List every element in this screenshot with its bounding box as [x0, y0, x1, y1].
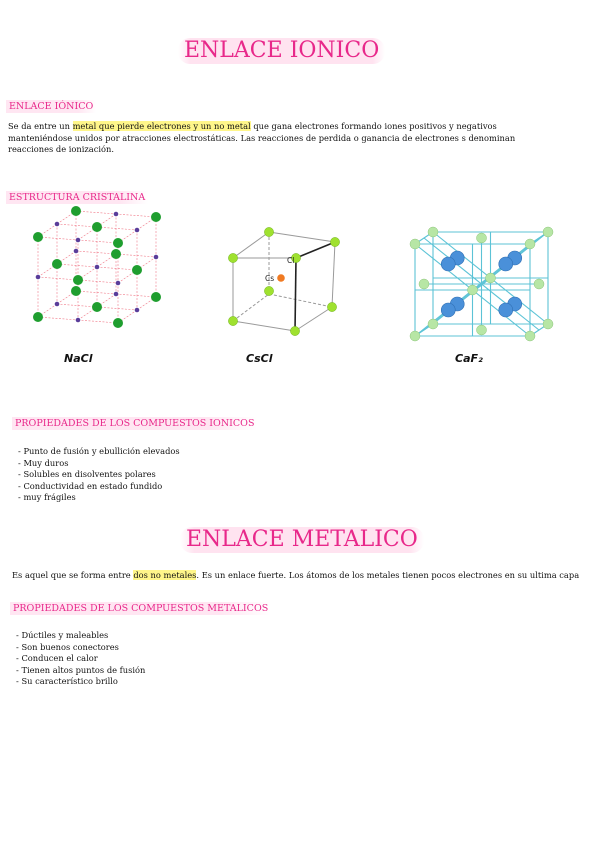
metallic-properties-list — [16, 630, 145, 688]
nacl-lattice-diagram — [30, 215, 155, 335]
cl-ion — [290, 326, 299, 335]
na-ion — [111, 249, 121, 259]
f-ion — [477, 233, 487, 243]
cl-ion — [114, 292, 119, 297]
ionic-paragraph-line-3: reacciones de ionización. — [8, 144, 115, 155]
cl-ion — [116, 281, 121, 286]
cl-ion — [264, 286, 273, 295]
cl-ion — [135, 308, 140, 313]
cl-ion — [154, 255, 159, 260]
f-ion — [543, 319, 553, 329]
f-ion — [534, 279, 544, 289]
section-heading-metallic-properties: PROPIEDADES DE LOS COMPUESTOS METALICOS — [10, 602, 271, 615]
na-ion — [113, 318, 123, 328]
page-title-ionic: ENLACE IONICO — [178, 38, 385, 64]
list-item: - Son buenos conectores — [16, 641, 119, 652]
cl-ion — [330, 237, 339, 246]
caf2-label: CaF₂ — [455, 352, 483, 365]
f-ion — [486, 273, 496, 283]
metallic-paragraph — [12, 570, 599, 582]
page-title-metallic: ENLACE METALICO — [180, 527, 424, 553]
ionic-highlight: metal que pierde electrones y un no metal — [72, 121, 251, 131]
cl-ion — [74, 249, 79, 254]
cscl-label: CsCl — [246, 352, 273, 365]
cs-ion — [277, 274, 285, 282]
f-ion — [477, 325, 487, 335]
ca-ion — [499, 257, 513, 271]
cl-ion — [76, 318, 81, 323]
na-ion — [92, 302, 102, 312]
metallic-text-end: . Es un enlace fuerte. Los átomos de los metales tienen pocos electrones en su ultima capa — [196, 570, 580, 580]
f-ion — [468, 285, 478, 295]
ionic-paragraph-line-1 — [8, 121, 593, 133]
list-item: - Tienen altos puntos de fusión — [16, 664, 146, 675]
cl-ion — [55, 222, 60, 227]
f-ion — [419, 279, 429, 289]
list-item: - Conducen el calor — [16, 653, 98, 664]
na-ion — [92, 222, 102, 232]
f-ion — [428, 319, 438, 329]
section-heading-ionic: ENLACE IÓNICO — [6, 100, 96, 113]
f-ion — [525, 331, 535, 341]
cl-ion — [264, 227, 273, 236]
na-ion — [33, 312, 43, 322]
ca-ion — [499, 303, 513, 317]
f-ion — [428, 227, 438, 237]
f-ion — [543, 227, 553, 237]
ca-ion — [441, 303, 455, 317]
ionic-paragraph — [8, 121, 593, 156]
cl-ion — [95, 265, 100, 270]
na-ion — [71, 286, 81, 296]
list-item: - Punto de fusión y ebullición elevados — [18, 446, 180, 456]
na-ion — [52, 259, 62, 269]
list-item: - Su característico brillo — [16, 676, 118, 687]
na-ion — [151, 292, 161, 302]
na-ion — [71, 206, 81, 216]
f-ion — [410, 239, 420, 249]
cscl-lattice-diagram — [225, 225, 345, 340]
cl-text: Cl — [287, 256, 295, 265]
cl-ion — [114, 212, 119, 217]
ca-ion — [441, 257, 455, 271]
ionic-text-start: Se da entre un — [8, 121, 73, 131]
cs-text: Cs — [265, 274, 275, 283]
metallic-text-start: Es aquel que se forma entre — [12, 570, 134, 580]
ionic-properties-list — [18, 446, 180, 504]
na-ion — [73, 275, 83, 285]
na-ion — [33, 232, 43, 242]
list-item: - Muy duros — [18, 457, 69, 468]
section-heading-ionic-properties: PROPIEDADES DE LOS COMPUESTOS IONICOS — [12, 417, 257, 430]
f-ion — [410, 331, 420, 341]
list-item: - Dúctiles y maleables — [16, 630, 109, 640]
ionic-text-end: que gana electrones formando iones positivos y negativos — [250, 121, 497, 131]
f-ion — [525, 239, 535, 249]
na-ion — [132, 265, 142, 275]
list-item: - Solubles en disolventes polares — [18, 469, 156, 480]
list-item: - muy frágiles — [18, 492, 76, 503]
cl-ion — [327, 302, 336, 311]
metallic-paragraph-line — [12, 570, 599, 582]
cl-ion — [135, 228, 140, 233]
cl-ion — [228, 253, 237, 262]
cl-ion — [36, 275, 41, 280]
ionic-paragraph-line-2: manteniéndose unidos por atracciones electrostáticas. Las reacciones de perdida o ganancia de electrones s denominan — [8, 132, 516, 143]
nacl-label: NaCl — [64, 352, 93, 365]
na-ion — [151, 212, 161, 222]
cl-ion — [55, 302, 60, 307]
cl-ion — [228, 316, 237, 325]
cl-ion — [76, 238, 81, 243]
na-ion — [113, 238, 123, 248]
section-heading-crystal: ESTRUCTURA CRISTALINA — [6, 191, 148, 204]
caf2-lattice-diagram — [405, 222, 550, 347]
metallic-highlight: dos no metales — [133, 570, 197, 580]
list-item: - Conductividad en estado fundido — [18, 480, 163, 491]
